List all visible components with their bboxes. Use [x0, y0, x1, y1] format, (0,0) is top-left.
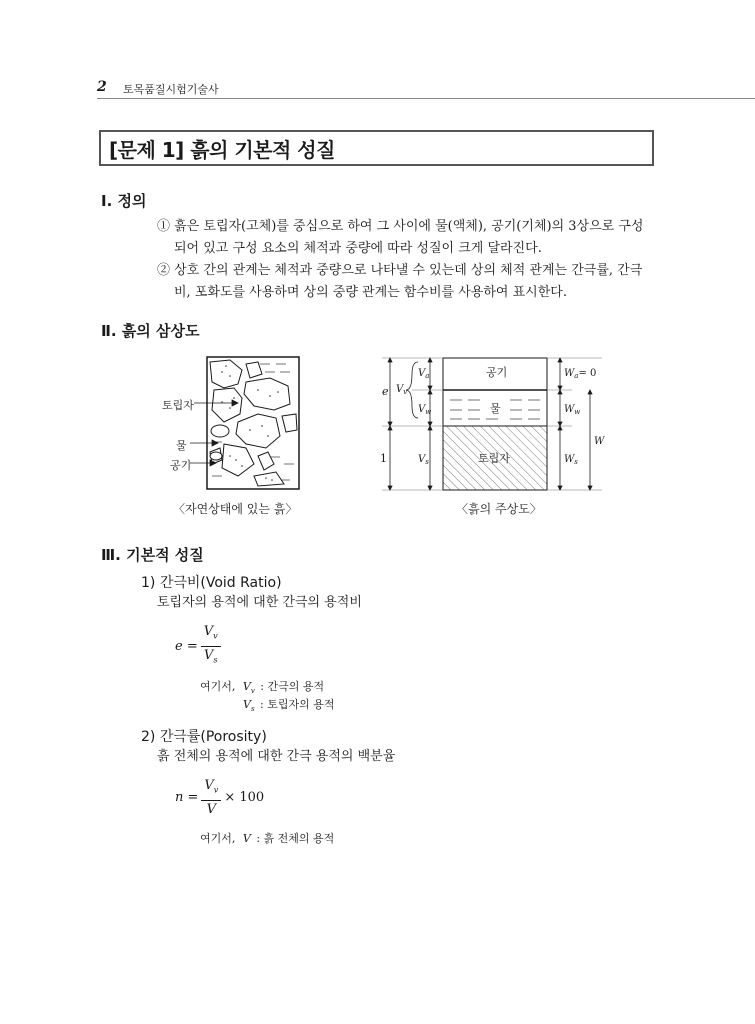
label-Vs: $V_s$ [418, 454, 429, 466]
label-Ww: $W_w$ [564, 404, 581, 416]
label-air: 공기 [170, 459, 192, 472]
label-Va: $V_a$ [418, 368, 430, 380]
label-Vv: $V_v$ [396, 384, 408, 396]
item2-where-line1: 여기서, V : 흙 전체의 용적 [200, 832, 335, 845]
book-title: 토목품질시험기술사 [123, 83, 219, 96]
label-Ws: $W_s$ [564, 454, 578, 466]
porosity-formula: n = $\frac{V_v}{V}$ × 100 [175, 778, 265, 817]
section1-item1-line1: ① 흙은 토립자(고체)를 중심으로 하여 그 사이에 물(액체), 공기(기체)의 3상으로 구성 [157, 219, 644, 234]
item1-desc: 토립자의 용적에 대한 간극의 용적비 [157, 595, 362, 610]
item1-where-line1: 여기서, $V_v$ : 간극의 용적 [200, 680, 325, 696]
right-figure-caption: 〈흙의 주상도〉 [456, 502, 542, 516]
phase-water-label: 물 [490, 402, 501, 415]
left-figure-caption: 〈자연상태에 있는 흙〉 [173, 502, 298, 516]
label-Vw: $V_w$ [418, 404, 432, 416]
phase-air-label: 공기 [486, 366, 508, 379]
section1-item1-line2: 되어 있고 구성 요소의 체적과 중량에 따라 성질이 크게 달라진다. [174, 241, 542, 256]
label-Wa: $W_a= 0$ [564, 368, 597, 380]
section1-item2-line1: ② 상호 간의 관계는 체적과 중량으로 나타낼 수 있는데 상의 체적 관계는 간극률, 간극 [157, 263, 643, 278]
section3-heading: Ⅲ. 기본적 성질 [101, 546, 204, 564]
phase-diagram [372, 352, 622, 497]
section2-heading: Ⅱ. 흙의 삼상도 [101, 322, 200, 340]
problem-title: [문제 1] 흙의 기본적 성질 [99, 130, 654, 166]
label-one: 1 [380, 452, 387, 465]
section1-item2-line2: 비, 포화도를 사용하며 상의 중량 관계는 함수비를 사용하여 표시한다. [174, 285, 567, 300]
item2-desc: 흙 전체의 용적에 대한 간극 용적의 백분율 [157, 749, 396, 764]
label-soil-particle: 토립자 [162, 399, 194, 412]
label-e: e [382, 385, 389, 398]
phase-solid-label: 토립자 [478, 452, 510, 465]
natural-soil-figure [150, 352, 315, 497]
label-water: 물 [176, 439, 187, 452]
item1-where-line2: $V_s$ : 토립자의 용적 [243, 698, 335, 714]
item1-title: 1) 간극비(Void Ratio) [141, 575, 282, 591]
item2-title: 2) 간극률(Porosity) [141, 729, 267, 745]
page-number: 2 [97, 79, 107, 95]
header-rule [97, 98, 755, 99]
label-W: W [594, 436, 605, 447]
void-ratio-formula: e = $\frac{V_v}{V_s}$ [175, 624, 224, 668]
section1-heading: Ⅰ. 정의 [101, 192, 147, 210]
